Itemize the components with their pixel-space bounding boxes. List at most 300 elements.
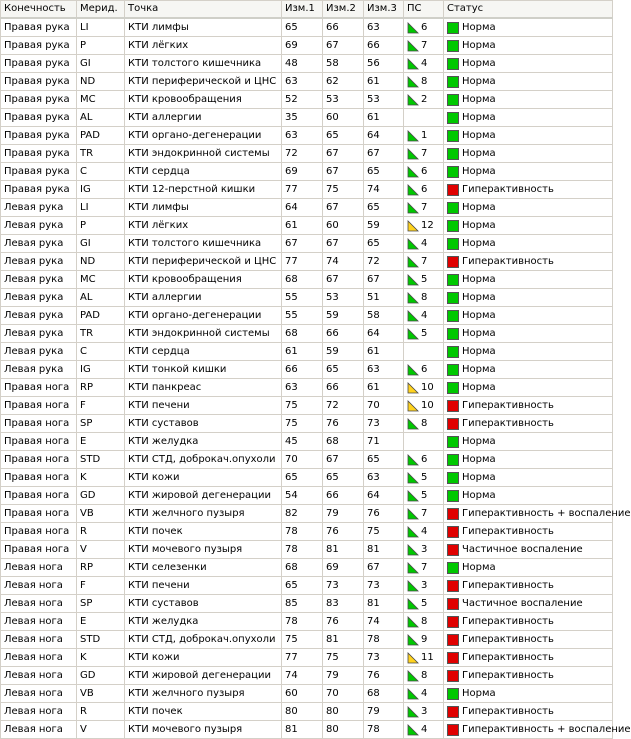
table-row[interactable] <box>1 541 613 559</box>
green-triangle-icon <box>407 616 419 628</box>
cell-limb: Правая рука <box>1 127 77 145</box>
cell-meridian: GD <box>77 487 125 505</box>
cell-point: КТИ кровообращения <box>125 91 282 109</box>
green-square-icon <box>447 274 459 286</box>
cell-ps <box>404 37 444 55</box>
cell-status <box>444 145 613 163</box>
green-square-icon <box>447 112 459 124</box>
cell-m3: 73 <box>364 649 404 667</box>
column-header-point[interactable]: Точка <box>125 1 282 19</box>
green-triangle-icon <box>407 598 419 610</box>
cell-m1: 45 <box>282 433 323 451</box>
cell-m3: 61 <box>364 73 404 91</box>
ps-value: 10 <box>421 400 434 411</box>
table-row[interactable] <box>1 577 613 595</box>
cell-point: КТИ селезенки <box>125 559 282 577</box>
cell-m1: 68 <box>282 559 323 577</box>
column-header-m2[interactable]: Изм.2 <box>323 1 364 19</box>
cell-limb: Правая рука <box>1 91 77 109</box>
cell-point: КТИ лимфы <box>125 18 282 37</box>
cell-status <box>444 397 613 415</box>
green-triangle-icon <box>407 274 419 286</box>
cell-m3: 63 <box>364 469 404 487</box>
cell-status <box>444 163 613 181</box>
cell-m1: 66 <box>282 361 323 379</box>
cell-meridian: AL <box>77 289 125 307</box>
ps-value: 5 <box>421 472 428 483</box>
cell-status <box>444 18 613 37</box>
cell-point: КТИ лимфы <box>125 199 282 217</box>
table-row[interactable] <box>1 505 613 523</box>
cell-m3: 71 <box>364 433 404 451</box>
ps-value: 4 <box>421 238 428 249</box>
cell-m3: 73 <box>364 577 404 595</box>
cell-point: КТИ толстого кишечника <box>125 55 282 73</box>
cell-m2: 59 <box>323 343 364 361</box>
cell-m3: 72 <box>364 253 404 271</box>
cell-m2: 67 <box>323 163 364 181</box>
green-triangle-icon <box>407 310 419 322</box>
cell-m3: 51 <box>364 289 404 307</box>
status-text: Гиперактивность <box>462 418 554 429</box>
cell-status <box>444 109 613 127</box>
cell-status <box>444 181 613 199</box>
table-row[interactable] <box>1 649 613 667</box>
cell-point: КТИ эндокринной системы <box>125 145 282 163</box>
cell-status <box>444 289 613 307</box>
cell-ps <box>404 541 444 559</box>
cell-status <box>444 721 631 739</box>
cell-m2: 67 <box>323 451 364 469</box>
cell-meridian: ND <box>77 73 125 91</box>
table-row[interactable] <box>1 631 613 649</box>
cell-m2: 67 <box>323 37 364 55</box>
cell-status <box>444 91 613 109</box>
red-square-icon <box>447 634 459 646</box>
green-triangle-icon <box>407 508 419 520</box>
cell-m1: 35 <box>282 109 323 127</box>
cell-m3: 53 <box>364 91 404 109</box>
cell-meridian: SP <box>77 595 125 613</box>
cell-m2: 65 <box>323 469 364 487</box>
cell-m3: 74 <box>364 181 404 199</box>
cell-limb: Левая нога <box>1 577 77 595</box>
ps-value: 4 <box>421 58 428 69</box>
cell-m1: 74 <box>282 667 323 685</box>
table-row[interactable] <box>1 343 613 361</box>
table-row[interactable] <box>1 451 613 469</box>
status-text: Норма <box>462 76 496 87</box>
cell-m1: 65 <box>282 18 323 37</box>
cell-meridian: K <box>77 469 125 487</box>
cell-m2: 66 <box>323 487 364 505</box>
cell-limb: Левая рука <box>1 235 77 253</box>
cell-m1: 75 <box>282 631 323 649</box>
cell-m2: 69 <box>323 559 364 577</box>
cell-m3: 76 <box>364 505 404 523</box>
cell-meridian: V <box>77 721 125 739</box>
status-text: Гиперактивность <box>462 400 554 411</box>
green-triangle-icon <box>407 256 419 268</box>
cell-m3: 61 <box>364 109 404 127</box>
cell-m1: 82 <box>282 505 323 523</box>
green-triangle-icon <box>407 472 419 484</box>
column-header-status[interactable]: Статус <box>444 1 613 19</box>
ps-value: 9 <box>421 634 428 645</box>
cell-m3: 61 <box>364 379 404 397</box>
table-row[interactable] <box>1 253 613 271</box>
cell-status <box>444 469 613 487</box>
red-square-icon <box>447 256 459 268</box>
cell-m1: 70 <box>282 451 323 469</box>
cell-point: КТИ органо-дегенерации <box>125 307 282 325</box>
cell-m2: 75 <box>323 649 364 667</box>
green-square-icon <box>447 76 459 88</box>
cell-m1: 65 <box>282 469 323 487</box>
header-row <box>1 1 613 19</box>
cell-meridian: F <box>77 397 125 415</box>
status-text: Гиперактивность + воспаление <box>462 724 631 735</box>
column-header-m3[interactable]: Изм.3 <box>364 1 404 19</box>
cell-ps <box>404 649 444 667</box>
red-square-icon <box>447 706 459 718</box>
ps-value: 6 <box>421 364 428 375</box>
cell-m2: 67 <box>323 235 364 253</box>
cell-limb: Правая нога <box>1 523 77 541</box>
ps-value: 7 <box>421 148 428 159</box>
ps-value: 4 <box>421 724 428 735</box>
cell-status <box>444 199 613 217</box>
cell-meridian: VB <box>77 505 125 523</box>
table-row[interactable] <box>1 559 613 577</box>
cell-meridian: IG <box>77 181 125 199</box>
status-text: Гиперактивность <box>462 670 554 681</box>
cell-ps <box>404 469 444 487</box>
cell-point: КТИ жировой дегенерации <box>125 487 282 505</box>
cell-status <box>444 523 613 541</box>
status-text: Норма <box>462 364 496 375</box>
cell-meridian: PAD <box>77 127 125 145</box>
cell-point: КТИ сердца <box>125 163 282 181</box>
cell-limb: Правая нога <box>1 397 77 415</box>
cell-m1: 75 <box>282 415 323 433</box>
table-row[interactable] <box>1 18 613 37</box>
cell-ps <box>404 343 444 361</box>
status-text: Норма <box>462 58 496 69</box>
cell-m1: 52 <box>282 91 323 109</box>
table-row[interactable] <box>1 181 613 199</box>
ps-value: 7 <box>421 202 428 213</box>
cell-ps <box>404 523 444 541</box>
cell-meridian: R <box>77 703 125 721</box>
cell-m1: 72 <box>282 145 323 163</box>
cell-m1: 69 <box>282 163 323 181</box>
table-row[interactable] <box>1 397 613 415</box>
cell-meridian: P <box>77 37 125 55</box>
table-row[interactable] <box>1 703 613 721</box>
cell-status <box>444 271 613 289</box>
table-row[interactable] <box>1 685 613 703</box>
cell-m2: 79 <box>323 505 364 523</box>
green-square-icon <box>447 22 459 34</box>
cell-status <box>444 235 613 253</box>
cell-status <box>444 667 613 685</box>
cell-limb: Левая нога <box>1 559 77 577</box>
cell-meridian: SP <box>77 415 125 433</box>
cell-ps <box>404 559 444 577</box>
cell-point: КТИ периферической и ЦНС <box>125 73 282 91</box>
ps-value: 7 <box>421 256 428 267</box>
cell-m2: 74 <box>323 253 364 271</box>
cell-m1: 77 <box>282 253 323 271</box>
ps-value: 6 <box>421 22 428 33</box>
yellow-triangle-icon <box>407 220 419 232</box>
status-text: Норма <box>462 292 496 303</box>
green-triangle-icon <box>407 202 419 214</box>
red-square-icon <box>447 184 459 196</box>
table-row[interactable] <box>1 91 613 109</box>
cell-meridian: K <box>77 649 125 667</box>
table-row[interactable] <box>1 73 613 91</box>
cell-point: КТИ суставов <box>125 595 282 613</box>
ps-value: 5 <box>421 328 428 339</box>
green-square-icon <box>447 328 459 340</box>
cell-ps <box>404 703 444 721</box>
table-row[interactable] <box>1 523 613 541</box>
cell-m1: 81 <box>282 721 323 739</box>
green-square-icon <box>447 94 459 106</box>
cell-ps <box>404 109 444 127</box>
cell-limb: Правая нога <box>1 415 77 433</box>
cell-m3: 67 <box>364 559 404 577</box>
green-square-icon <box>447 40 459 52</box>
cell-limb: Правая нога <box>1 487 77 505</box>
table-row[interactable] <box>1 325 613 343</box>
cell-status <box>444 55 613 73</box>
status-text: Норма <box>462 22 496 33</box>
ps-value: 4 <box>421 688 428 699</box>
cell-limb: Левая рука <box>1 343 77 361</box>
cell-m2: 66 <box>323 325 364 343</box>
cell-meridian: RP <box>77 379 125 397</box>
green-triangle-icon <box>407 22 419 34</box>
status-text: Норма <box>462 436 496 447</box>
cell-point: КТИ желчного пузыря <box>125 505 282 523</box>
table-row[interactable] <box>1 379 613 397</box>
cell-ps <box>404 595 444 613</box>
column-header-limb[interactable]: Конечность <box>1 1 77 19</box>
status-text: Гиперактивность <box>462 706 554 717</box>
status-text: Норма <box>462 94 496 105</box>
cell-m1: 64 <box>282 199 323 217</box>
green-square-icon <box>447 292 459 304</box>
table-row[interactable] <box>1 163 613 181</box>
table-row[interactable] <box>1 109 613 127</box>
cell-meridian: IG <box>77 361 125 379</box>
cell-m1: 61 <box>282 343 323 361</box>
table-row[interactable] <box>1 595 613 613</box>
cell-point: КТИ лёгких <box>125 37 282 55</box>
cell-limb: Левая рука <box>1 289 77 307</box>
cell-meridian: STD <box>77 451 125 469</box>
ps-value: 3 <box>421 544 428 555</box>
cell-meridian: MC <box>77 271 125 289</box>
cell-ps <box>404 235 444 253</box>
yellow-triangle-icon <box>407 382 419 394</box>
cell-point: КТИ СТД, доброкач.опухоли <box>125 451 282 469</box>
cell-m2: 65 <box>323 361 364 379</box>
green-triangle-icon <box>407 562 419 574</box>
ps-value: 7 <box>421 40 428 51</box>
cell-status <box>444 127 613 145</box>
cell-limb: Правая нога <box>1 469 77 487</box>
cell-m2: 75 <box>323 181 364 199</box>
cell-ps <box>404 55 444 73</box>
cell-limb: Левая нога <box>1 721 77 739</box>
cell-ps <box>404 253 444 271</box>
cell-meridian: MC <box>77 91 125 109</box>
cell-limb: Правая нога <box>1 451 77 469</box>
column-header-ps[interactable]: ПС <box>404 1 444 19</box>
green-triangle-icon <box>407 688 419 700</box>
cell-m1: 69 <box>282 37 323 55</box>
column-header-m1[interactable]: Изм.1 <box>282 1 323 19</box>
cell-m3: 58 <box>364 307 404 325</box>
cell-m3: 78 <box>364 721 404 739</box>
green-triangle-icon <box>407 328 419 340</box>
cell-meridian: P <box>77 217 125 235</box>
red-square-icon <box>447 544 459 556</box>
table-row[interactable] <box>1 271 613 289</box>
status-text: Норма <box>462 220 496 231</box>
table-row[interactable] <box>1 613 613 631</box>
table-row[interactable] <box>1 217 613 235</box>
red-square-icon <box>447 652 459 664</box>
red-square-icon <box>447 670 459 682</box>
table-row[interactable] <box>1 361 613 379</box>
cell-point: КТИ мочевого пузыря <box>125 541 282 559</box>
cell-m3: 68 <box>364 685 404 703</box>
ps-value: 1 <box>421 130 428 141</box>
cell-m1: 68 <box>282 325 323 343</box>
table-row[interactable] <box>1 721 613 739</box>
table-row[interactable] <box>1 289 613 307</box>
cell-status <box>444 217 613 235</box>
cell-ps <box>404 325 444 343</box>
cell-ps <box>404 361 444 379</box>
cell-m3: 65 <box>364 163 404 181</box>
green-triangle-icon <box>407 166 419 178</box>
cell-status <box>444 703 613 721</box>
cell-status <box>444 631 613 649</box>
green-square-icon <box>447 148 459 160</box>
cell-status <box>444 379 613 397</box>
cell-m1: 55 <box>282 307 323 325</box>
table-row[interactable] <box>1 37 613 55</box>
cell-ps <box>404 613 444 631</box>
cell-meridian: V <box>77 541 125 559</box>
cell-m1: 68 <box>282 271 323 289</box>
cell-m1: 85 <box>282 595 323 613</box>
cell-m1: 77 <box>282 649 323 667</box>
cell-ps <box>404 433 444 451</box>
green-square-icon <box>447 436 459 448</box>
green-square-icon <box>447 454 459 466</box>
table-row[interactable] <box>1 667 613 685</box>
cell-ps <box>404 721 444 739</box>
cell-m3: 65 <box>364 235 404 253</box>
cell-status <box>444 307 613 325</box>
table-row[interactable] <box>1 199 613 217</box>
cell-meridian: PAD <box>77 307 125 325</box>
cell-m2: 80 <box>323 703 364 721</box>
red-square-icon <box>447 616 459 628</box>
table-row[interactable] <box>1 145 613 163</box>
table-row[interactable] <box>1 487 613 505</box>
cell-status <box>444 649 613 667</box>
green-triangle-icon <box>407 76 419 88</box>
table-row[interactable] <box>1 415 613 433</box>
green-square-icon <box>447 364 459 376</box>
cell-m1: 63 <box>282 73 323 91</box>
cell-meridian: TR <box>77 145 125 163</box>
table-row[interactable] <box>1 307 613 325</box>
cell-m2: 67 <box>323 145 364 163</box>
cell-m2: 59 <box>323 307 364 325</box>
green-square-icon <box>447 490 459 502</box>
cell-point: КТИ суставов <box>125 415 282 433</box>
status-text: Норма <box>462 688 496 699</box>
cell-ps <box>404 217 444 235</box>
green-triangle-icon <box>407 490 419 502</box>
cell-status <box>444 559 613 577</box>
green-square-icon <box>447 220 459 232</box>
status-text: Норма <box>462 346 496 357</box>
cell-limb: Левая нога <box>1 631 77 649</box>
cell-status <box>444 595 613 613</box>
ps-value: 7 <box>421 562 428 573</box>
status-text: Норма <box>462 382 496 393</box>
status-text: Норма <box>462 454 496 465</box>
cell-m3: 64 <box>364 127 404 145</box>
status-text: Норма <box>462 274 496 285</box>
green-triangle-icon <box>407 364 419 376</box>
table-row[interactable] <box>1 469 613 487</box>
cell-m1: 78 <box>282 613 323 631</box>
cell-ps <box>404 73 444 91</box>
table-row[interactable] <box>1 127 613 145</box>
column-header-meridian[interactable]: Мерид. <box>77 1 125 19</box>
cell-m2: 58 <box>323 55 364 73</box>
green-triangle-icon <box>407 418 419 430</box>
cell-limb: Левая нога <box>1 685 77 703</box>
red-square-icon <box>447 598 459 610</box>
cell-m1: 61 <box>282 217 323 235</box>
cell-m3: 66 <box>364 37 404 55</box>
green-triangle-icon <box>407 670 419 682</box>
cell-m2: 76 <box>323 613 364 631</box>
cell-ps <box>404 18 444 37</box>
cell-status <box>444 343 613 361</box>
table-row[interactable] <box>1 433 613 451</box>
cell-meridian: F <box>77 577 125 595</box>
cell-status <box>444 613 613 631</box>
cell-status <box>444 541 613 559</box>
cell-point: КТИ печени <box>125 397 282 415</box>
table-row[interactable] <box>1 235 613 253</box>
status-text: Норма <box>462 472 496 483</box>
table-row[interactable] <box>1 55 613 73</box>
